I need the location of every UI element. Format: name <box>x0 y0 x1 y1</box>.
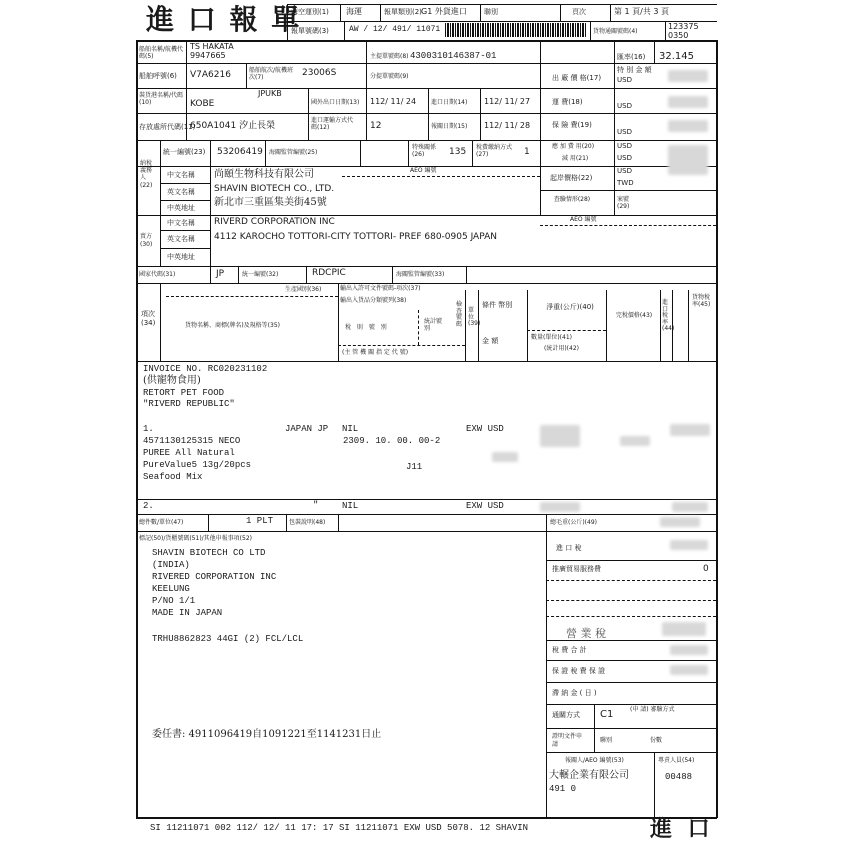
import-date-label: 進口日期(14) <box>431 99 468 106</box>
importer-uid-value: 53206419 <box>217 147 263 157</box>
marks-line: (INDIA) <box>152 560 190 570</box>
voyage-no-value: 23006S <box>302 68 337 78</box>
supervision-label: 海關監管編號(25) <box>269 149 318 156</box>
cif-twd: TWD <box>617 179 634 187</box>
importer-addr-label: 中英地址 <box>167 204 195 212</box>
depart-value: 112/ 11/ 24 <box>370 97 417 106</box>
late-fee-label: 滯 納 金 ( 日 ) <box>552 689 597 697</box>
freight-label: 運 費(18) <box>552 98 583 106</box>
cif-label: 起岸價格(22) <box>550 174 593 182</box>
marks-line: MADE IN JAPAN <box>152 608 223 618</box>
code-col-label: (主 管 機 關 指 定 代 號) <box>342 349 409 356</box>
voyage-label: 船舶呼號(6) <box>139 72 177 80</box>
netwt-col-label: 淨重(公斤)(40) <box>546 303 594 311</box>
broker-label: 報關人/AEO 編號(53) <box>565 757 624 764</box>
item2-values-redacted <box>540 502 580 512</box>
country-code-label: 國家代碼(31) <box>139 271 176 278</box>
item2-perm: NIL <box>342 501 359 511</box>
air-sea-label: 海空運別(1) <box>291 8 329 16</box>
broker-name: 大輾企業有限公司 <box>549 770 629 781</box>
vessel-label: 船舶名稱/航機代碼(5) <box>139 46 184 60</box>
broker-code: 491 0 <box>549 784 577 794</box>
packages-value: 1 PLT <box>246 516 274 526</box>
add-fee-label: 應 加 費 用(20) <box>552 143 595 150</box>
seller-side-label: 賣方(30) <box>140 233 153 248</box>
marks-line: TRHU8862823 44GI (2) FCL/LCL <box>152 634 304 644</box>
marks-line: P/NO 1/1 <box>152 596 196 606</box>
item1-code: J11 <box>406 462 423 472</box>
port-code: JPUKB <box>258 89 282 98</box>
special-amount-label: 特 別 金 額 <box>617 66 652 74</box>
importer-side-label: 納稅義務人(22) <box>140 160 153 189</box>
fob-currency: USD <box>617 76 632 84</box>
page-of: 第 1 頁/共 3 頁 <box>614 7 670 16</box>
bl-label: 主提單號碼(8) <box>370 53 409 60</box>
decl-no-label: 報單號碼(3) <box>291 27 329 35</box>
port-label: 裝貨港名稱/代碼(10) <box>139 92 184 106</box>
item1-line3: Seafood Mix <box>143 472 203 482</box>
apply-method-label: (申 請) 審驗方式 <box>630 706 675 713</box>
cert-apply-label: 證明文件申請 <box>552 733 583 748</box>
packages-label: 總件數/單位(47) <box>139 519 184 526</box>
check-col-label: 檢查號碼 <box>456 301 463 328</box>
tax-total-label: 稅 費 合 計 <box>552 646 587 654</box>
item1-origin: JAPAN JP <box>285 424 329 434</box>
exrate-value: 32.145 <box>659 51 694 62</box>
importer-addr-value: 新北市三重區集美街45號 <box>214 197 327 208</box>
inspect-label: 查驗情形(28) <box>553 196 591 203</box>
importer-en-value: SHAVIN BIOTECH CO., LTD. <box>214 184 335 194</box>
cargo-loc-label: 貨物通關號碼(4) <box>593 28 638 35</box>
importer-en-label: 英文名稱 <box>167 188 195 196</box>
item1-tariff: 2309. 10. 00. 00-2 <box>343 436 441 446</box>
desc-col-label: 貨物名稱、商標(牌名)及規格等(35) <box>185 322 280 329</box>
gross-weight-label: 總毛重(公斤)(49) <box>550 519 597 526</box>
air-sea-value: 海運 <box>346 7 362 16</box>
item-desc-3: "RIVERD REPUBLIC" <box>143 399 235 409</box>
promo-fee-label: 推廣貿易服務費 <box>552 565 601 573</box>
item1-duty-redacted <box>670 424 710 436</box>
importer-cn-label: 中文名稱 <box>167 171 195 179</box>
page-label: 頁次 <box>572 8 586 16</box>
stat-unit-col-label: (統計用)(42) <box>544 345 579 352</box>
importer-cn-value: 尚頤生物科技有限公司 <box>214 169 314 180</box>
seller-aeo-label: AEO 編號 <box>570 216 597 223</box>
cif-currency: USD <box>617 167 632 175</box>
sub-bl-label: 分提單號碼(9) <box>370 73 409 80</box>
footer-title: 進 口 <box>650 816 714 842</box>
bond-redacted <box>670 665 708 675</box>
item1-no: 1. <box>143 424 154 434</box>
copies-label: 份數 <box>650 737 663 744</box>
perm-col-label: 輸出入許可文件號碼-項次(37) <box>340 285 421 292</box>
item2-mark: " <box>313 500 319 510</box>
item1-terms: EXW USD <box>466 424 504 434</box>
seller-customs-label: 海關監管編號(33) <box>396 271 445 278</box>
country-code-value: JP <box>216 269 225 279</box>
power-of-attorney: 委任書: 4911096419自1091221至1141231日止 <box>152 729 382 740</box>
pricing-label: 稅費繳納方式(27) <box>476 144 513 159</box>
import-duty-label: 進 口 稅 <box>556 544 582 552</box>
voyage-value: V7A6216 <box>190 70 231 80</box>
freight-amount-redacted <box>668 96 708 108</box>
case-label: 案號(29) <box>617 196 630 211</box>
import-duty-redacted <box>670 540 708 550</box>
transport-value: 12 <box>370 121 382 131</box>
item1-price-redacted <box>620 436 650 446</box>
sub-fee-label: 減 用(21) <box>562 155 589 162</box>
transport-label: 進口運輸方式代碼(12) <box>311 117 354 131</box>
business-tax-redacted <box>662 622 706 636</box>
terms-col-label: 條件 幣別 <box>482 301 513 309</box>
price-col-label: 完稅價格(43) <box>615 312 653 319</box>
insurance-label: 保 險 費(19) <box>552 121 592 129</box>
item2-duty-redacted <box>672 502 708 512</box>
depart-label: 國外出口日期(13) <box>311 99 360 106</box>
item1-perm: NIL <box>342 424 359 434</box>
fob-label: 出 廠 價 格(17) <box>552 74 602 82</box>
item1-amount-redacted <box>492 452 518 462</box>
marks-line: SHAVIN BIOTECH CO LTD <box>152 548 266 558</box>
clearance-value: C1 <box>600 709 614 720</box>
pkg-desc-label: 包裝說明(48) <box>289 519 326 526</box>
special-relation-value: 135 <box>449 147 467 157</box>
promo-fee-value: 0 <box>703 564 709 574</box>
seller-cn-label: 中文名稱 <box>167 219 195 227</box>
pricing-value: 1 <box>524 147 530 157</box>
declare-date-value: 112/ 11/ 28 <box>484 121 531 130</box>
duty-col-label: 進口稅率(44) <box>662 299 675 333</box>
marks-line: KEELUNG <box>152 584 190 594</box>
item1-weight-redacted <box>540 425 580 447</box>
port-name: KOBE <box>190 99 215 109</box>
note-col-label: 貨物稅率(45) <box>692 294 711 309</box>
store-value: 650A1041 汐止長榮 <box>190 121 276 131</box>
decl-type-value: G1 外貨進口 <box>421 7 467 16</box>
seller-cn-value: RIVERD CORPORATION INC <box>214 217 335 227</box>
fee-amounts-redacted <box>668 145 708 175</box>
item2-terms: EXW USD <box>466 501 504 511</box>
exrate-label: 匯率(16) <box>617 53 646 61</box>
dept-label: 聯別 <box>484 8 498 16</box>
amount-col-label: 金 額 <box>482 337 499 345</box>
invoice-no: INVOICE NO. RC020231102 <box>143 364 268 374</box>
tax-col-label: 稅 則 號 別 <box>345 324 389 331</box>
footer-line: SI 11211071 002 112/ 12/ 11 17: 17 SI 11211071 EXW USD 5078. 12 SHAVIN <box>150 823 529 833</box>
business-tax-label: 營 業 稅 <box>566 627 606 640</box>
marks-header: 標記(50)/貨櫃號碼(51)/其他申報事項(52) <box>139 535 252 542</box>
seller-en-label: 英文名稱 <box>167 235 195 243</box>
add-fee-currency: USD <box>617 142 632 150</box>
item-desc-1: (供寵物食用) <box>143 375 201 386</box>
import-date-value: 112/ 11/ 27 <box>484 97 531 106</box>
fob-amount-redacted <box>668 70 708 82</box>
seller-addr-label: 中英地址 <box>167 253 195 261</box>
stat-col-label: 統計號別 <box>424 318 443 333</box>
officer-label: 專責人員(54) <box>658 757 695 764</box>
dept2-label: 聯別 <box>600 737 613 744</box>
decl-type-label: 報單類別(2) <box>384 8 422 16</box>
insurance-amount-redacted <box>668 120 708 132</box>
bond-label: 保 證 稅 費 保 證 <box>552 667 606 675</box>
item1-line2: PureValue5 13g/20pcs <box>143 460 252 470</box>
origin-col-label: 生產國別(36) <box>285 286 322 293</box>
freight-currency: USD <box>617 102 632 110</box>
item-col-label: 項次(34) <box>141 310 156 328</box>
cargo-loc-value: 123375 0350 <box>668 22 699 40</box>
store-label: 存放處所代碼(11) <box>139 123 196 131</box>
seller-uid-value: RDCPIC <box>312 268 346 278</box>
decl-no-value: AW / 12/ 491/ 11071 <box>349 25 441 34</box>
item1-barcode: 4571130125315 NECO <box>143 436 241 446</box>
importer-uid-label: 統一編號(23) <box>163 148 206 156</box>
seller-uid-label: 統一編號(32) <box>242 271 279 278</box>
item2-no: 2. <box>143 501 154 511</box>
clearance-label: 通關方式 <box>552 711 580 719</box>
tariff-col-label: 輸出入貨品分類號列(38) <box>340 297 407 304</box>
form-title: 進 口 報 單 <box>146 3 302 36</box>
seller-en-value: 4112 KAROCHO TOTTORI-CITY TOTTORI- PREF 680-0905 JAPAN <box>214 232 497 242</box>
qty-col-label: 數量(單位)(41) <box>531 334 572 341</box>
declaration-barcode <box>445 23 587 37</box>
item-desc-2: RETORT PET FOOD <box>143 388 225 398</box>
sub-fee-currency: USD <box>617 154 632 162</box>
tax-total-redacted <box>670 645 708 655</box>
insurance-currency: USD <box>617 128 632 136</box>
declare-date-label: 報關日期(15) <box>431 123 468 130</box>
bl-value: 4300310146387-01 <box>410 51 497 61</box>
officer-value: 00488 <box>665 772 693 782</box>
marks-line: RIVERED CORPORATION INC <box>152 572 277 582</box>
importer-aeo-label: AEO 編號 <box>410 167 437 174</box>
vessel-value: TS HAKATA 9947665 <box>190 42 234 60</box>
item1-line1: PUREE All Natural <box>143 448 235 458</box>
special-relation-label: 特殊關係(26) <box>412 144 437 159</box>
gross-weight-redacted <box>660 517 700 527</box>
voyage-no-label: 船舶航次/航機班次(7) <box>249 67 294 81</box>
unit-col-label: 單位(39) <box>468 307 481 328</box>
